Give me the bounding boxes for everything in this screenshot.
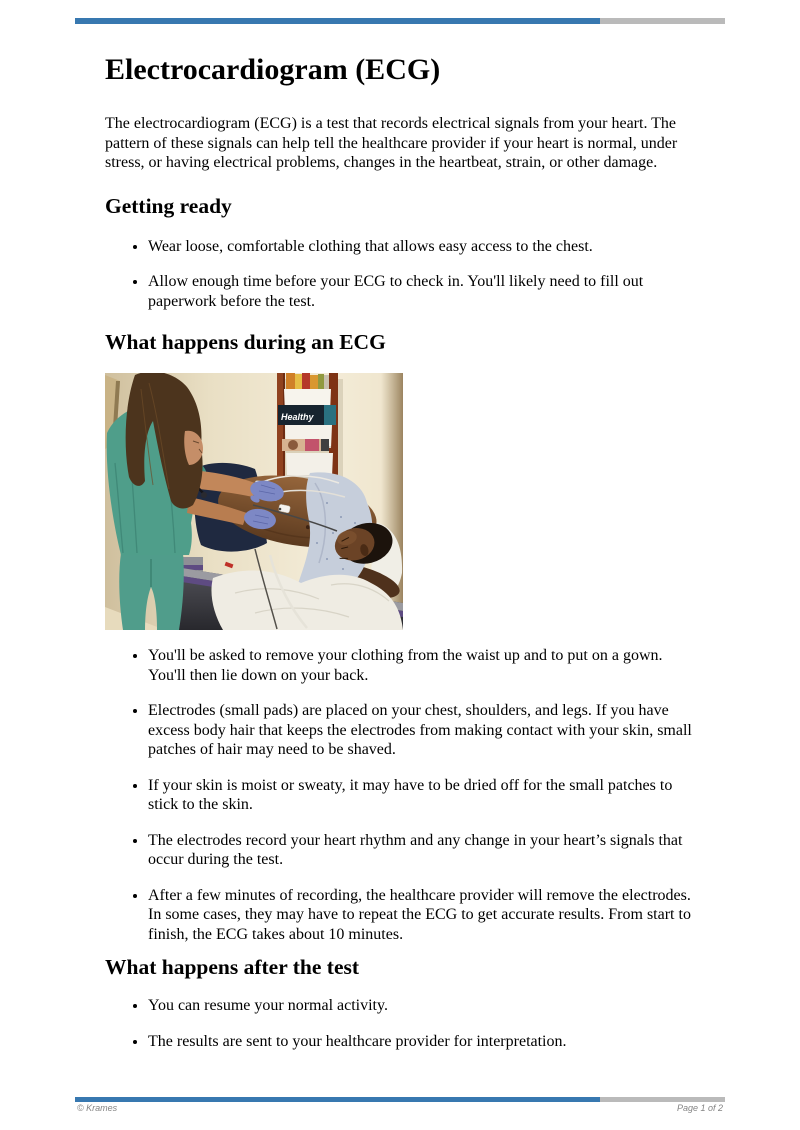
list-item: • You'll be asked to remove your clothing from the waist up and to put on a gown. You'll then lie down on your back.	[148, 646, 697, 685]
magazines-third-tier	[282, 439, 329, 451]
list-item: • Wear loose, comfortable clothing that allows easy access to the chest.	[148, 237, 697, 257]
list-item: • If your skin is moist or sweaty, it may have to be dried off for the small patches to stick to the skin.	[148, 776, 697, 815]
footer-page-number: Page 1 of 2	[676, 1103, 723, 1113]
list-item: • Allow enough time before your ECG to check in. You'll likely need to fill out paperwork before the test.	[148, 272, 697, 311]
list-item: • After a few minutes of recording, the healthcare provider will remove the electrodes. In some cases, they may have to repeat the ECG to get accurate results. From start to finish, the ECG takes about 10 minutes.	[148, 886, 697, 945]
top-bar-blue-segment	[75, 18, 600, 24]
top-accent-bar	[75, 18, 725, 24]
list-item: • The electrodes record your heart rhythm and any change in your heart’s signals that occur during the test.	[148, 831, 697, 870]
list-item: • The results are sent to your healthcare provider for interpretation.	[148, 1032, 697, 1052]
footer-copyright: © Krames	[77, 1103, 118, 1113]
list-item: • You can resume your normal activity.	[148, 996, 697, 1016]
page-title: Electrocardiogram (ECG)	[105, 53, 441, 86]
intro-paragraph: The electrocardiogram (ECG) is a test that records electrical signals from your heart. The pattern of these signals can help tell the healthcare provider if your heart is normal, under stress, or having electrical problems, changes in the heartbeat, strain, or other damage.	[105, 115, 678, 171]
magazine-title-text: Healthy	[281, 412, 314, 422]
getting-ready-list	[105, 237, 697, 312]
document-body	[105, 52, 697, 1051]
section-heading-during-ecg: What happens during an ECG	[105, 330, 386, 354]
section-heading-after-test: What happens after the test	[105, 955, 360, 979]
footer-accent-bar	[75, 1097, 725, 1102]
during-ecg-list	[105, 646, 697, 944]
after-test-list	[105, 996, 697, 1051]
healthy-magazine	[278, 405, 336, 425]
list-item: • Electrodes (small pads) are placed on your chest, shoulders, and legs. If you have excess body hair that keeps the electrodes from making contact with your skin, small patches of hair may need to be shaved.	[148, 701, 697, 760]
top-bar-gray-segment	[600, 18, 725, 24]
ecg-procedure-photo	[105, 373, 403, 630]
footer-bar-gray-segment	[600, 1097, 725, 1102]
section-heading-getting-ready: Getting ready	[105, 193, 232, 218]
footer-bar-blue-segment	[75, 1097, 600, 1102]
ecg-photo-illustration	[105, 373, 403, 630]
magazines-top-tier	[286, 373, 329, 389]
